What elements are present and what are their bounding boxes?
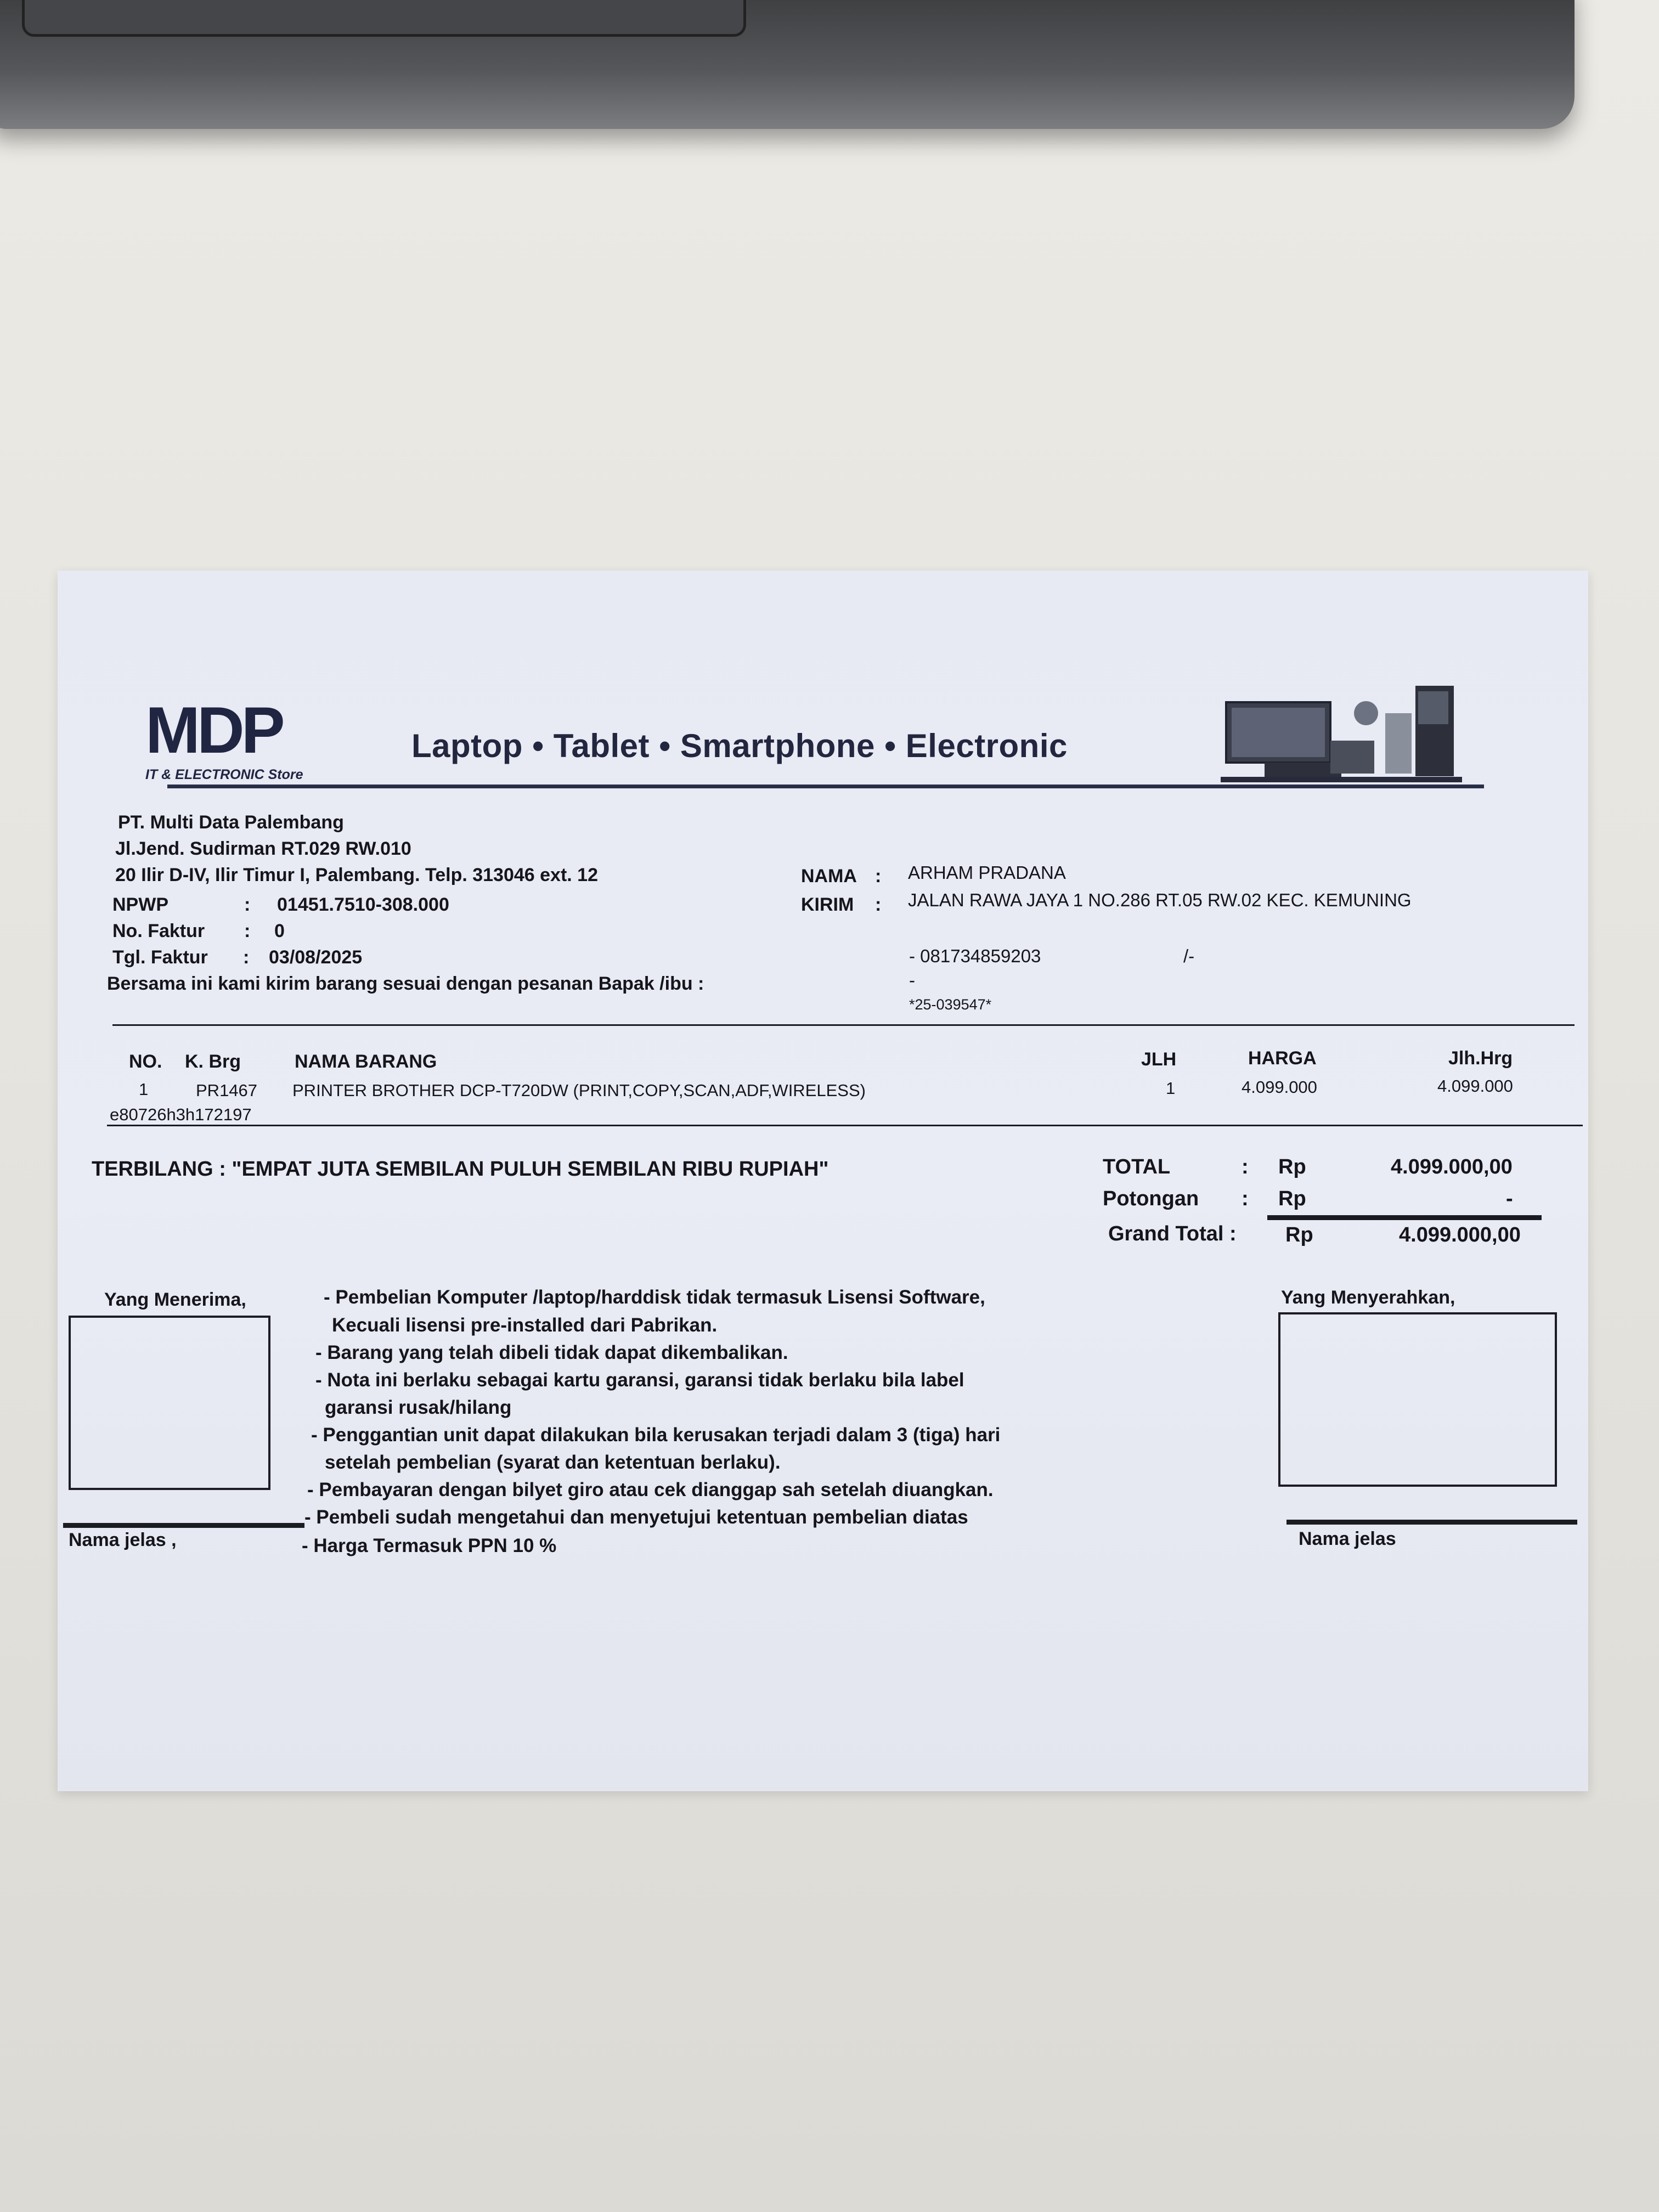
row-kbrg: PR1467: [196, 1081, 258, 1100]
kirim-colon: :: [875, 894, 882, 915]
col-header-kbrg: K. Brg: [185, 1051, 241, 1072]
col-header-harga: HARGA: [1248, 1048, 1317, 1069]
term-line: - Barang yang telah dibeli tidak dapat dikembalikan.: [315, 1342, 788, 1363]
total-value: 4.099.000,00: [1391, 1155, 1513, 1178]
customer-phone: - 081734859203: [909, 946, 1041, 966]
receiver-label: Yang Menerima,: [104, 1289, 246, 1310]
kirim-value: JALAN RAWA JAYA 1 NO.286 RT.05 RW.02 KEC. KEMUNING: [908, 890, 1412, 910]
table-top-rule: [112, 1024, 1575, 1026]
term-line: garansi rusak/hilang: [325, 1397, 512, 1418]
col-header-jlhhrg: Jlh.Hrg: [1448, 1048, 1513, 1069]
totals-divider: [1267, 1215, 1542, 1220]
potongan-label: Potongan: [1103, 1187, 1199, 1210]
company-address-2: 20 Ilir D-IV, Ilir Timur I, Palembang. Telp. 313046 ext. 12: [115, 865, 598, 885]
nama-label: NAMA: [801, 866, 857, 887]
faktur-no-label: No. Faktur: [112, 921, 205, 941]
npwp-colon: :: [244, 894, 251, 915]
term-line: - Harga Termasuk PPN 10 %: [302, 1535, 557, 1556]
faktur-no-colon: :: [244, 921, 251, 941]
npwp-value: 01451.7510-308.000: [277, 894, 449, 915]
header-divider: [167, 785, 1484, 788]
row-no: 1: [139, 1080, 149, 1099]
potongan-value: -: [1506, 1187, 1513, 1210]
row-serial: e80726h3h172197: [110, 1105, 252, 1124]
amount-in-words: TERBILANG : "EMPAT JUTA SEMBILAN PULUH SEMBILAN RIBU RUPIAH": [92, 1158, 829, 1181]
kirim-label: KIRIM: [801, 894, 854, 915]
total-label: TOTAL: [1103, 1155, 1171, 1178]
receiver-signature-box: [69, 1316, 270, 1490]
total-currency: Rp: [1278, 1155, 1306, 1178]
grand-total-label: Grand Total :: [1108, 1222, 1237, 1245]
row-jlh: 1: [1166, 1079, 1176, 1098]
table-bottom-rule: [107, 1125, 1583, 1126]
logo-text: MDP: [145, 693, 282, 767]
faktur-date-label: Tgl. Faktur: [112, 947, 208, 968]
receiver-name-label: Nama jelas ,: [69, 1530, 177, 1550]
row-jlhhrg: 4.099.000: [1437, 1076, 1513, 1096]
potongan-colon: :: [1242, 1187, 1249, 1210]
term-line: - Pembeli sudah mengetahui dan menyetujui ketentuan pembelian diatas: [304, 1506, 968, 1528]
store-tagline: Laptop • Tablet • Smartphone • Electronic: [411, 727, 1068, 764]
company-name: PT. Multi Data Palembang: [118, 812, 344, 833]
giver-signature-line: [1286, 1520, 1577, 1525]
term-line: - Pembayaran dengan bilyet giro atau cek dianggap sah setelah diuangkan.: [307, 1479, 994, 1500]
laptop-trackpad: [22, 0, 746, 37]
store-logo: [145, 693, 387, 790]
col-header-nama: NAMA BARANG: [295, 1051, 437, 1072]
giver-name-label: Nama jelas: [1299, 1528, 1396, 1549]
electronics-devices-icon: [1221, 680, 1462, 785]
faktur-date-value: 03/08/2025: [269, 947, 363, 968]
grand-total-value: 4.099.000,00: [1399, 1223, 1521, 1246]
row-harga: 4.099.000: [1242, 1077, 1317, 1097]
npwp-label: NPWP: [112, 894, 168, 915]
faktur-no-value: 0: [274, 921, 285, 941]
term-line: - Nota ini berlaku sebagai kartu garansi, garansi tidak berlaku bila label: [315, 1369, 964, 1391]
delivery-intro: Bersama ini kami kirim barang sesuai dengan pesanan Bapak /ibu :: [107, 973, 704, 994]
nama-value: ARHAM PRADANA: [908, 862, 1066, 883]
grand-total-currency: Rp: [1285, 1223, 1313, 1246]
total-colon: :: [1242, 1155, 1249, 1178]
faktur-date-colon: :: [243, 947, 250, 968]
nama-colon: :: [875, 866, 882, 887]
giver-signature-box: [1278, 1312, 1557, 1487]
col-header-no: NO.: [129, 1051, 162, 1072]
customer-dash: -: [909, 970, 915, 990]
term-line: setelah pembelian (syarat dan ketentuan berlaku).: [325, 1452, 781, 1473]
company-address-1: Jl.Jend. Sudirman RT.029 RW.010: [115, 838, 411, 859]
giver-label: Yang Menyerahkan,: [1281, 1287, 1455, 1308]
term-line: - Pembelian Komputer /laptop/harddisk tidak termasuk Lisensi Software,: [324, 1286, 985, 1308]
laptop-edge: [0, 0, 1575, 129]
logo-subtitle: IT & ELECTRONIC Store: [145, 767, 303, 782]
term-line: - Penggantian unit dapat dilakukan bila kerusakan terjadi dalam 3 (tiga) hari: [311, 1424, 1001, 1446]
term-line: Kecuali lisensi pre-installed dari Pabrikan.: [332, 1314, 718, 1336]
potongan-currency: Rp: [1278, 1187, 1306, 1210]
row-nama: PRINTER BROTHER DCP-T720DW (PRINT,COPY,SCAN,ADF,WIRELESS): [292, 1081, 866, 1100]
col-header-jlh: JLH: [1141, 1049, 1177, 1070]
receiver-signature-line: [63, 1523, 304, 1528]
customer-phone-suffix: /-: [1183, 946, 1195, 966]
invoice-paper: [58, 571, 1588, 1791]
order-code: *25-039547*: [909, 996, 992, 1013]
